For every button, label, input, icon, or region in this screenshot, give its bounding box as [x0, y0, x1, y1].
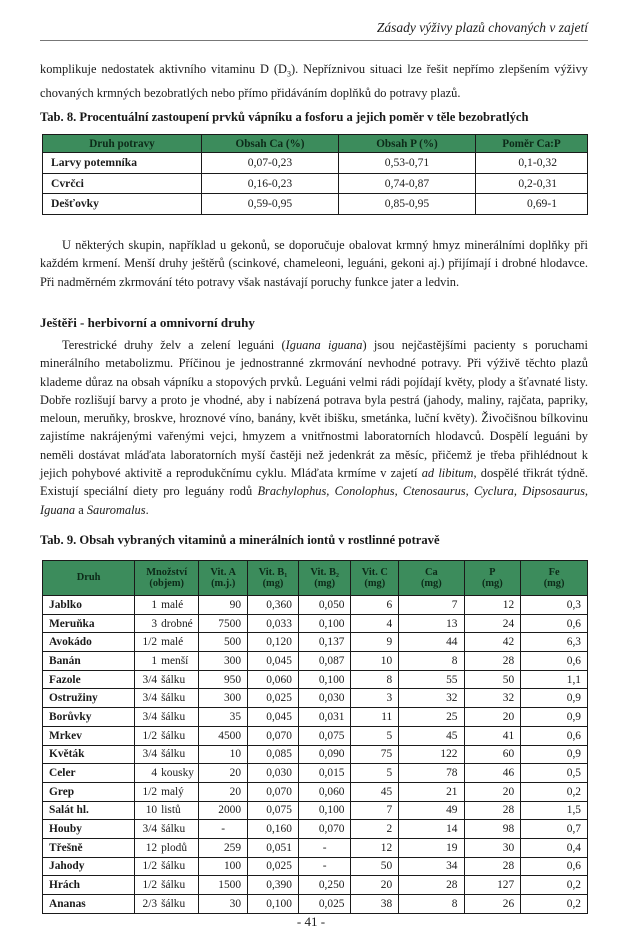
table9-header-line: Vit. B₁ [258, 566, 288, 578]
table9-header-line: Vit. B₂ [310, 566, 340, 578]
table9-quantity-cell [135, 876, 199, 895]
table9-cell: 78 [399, 764, 464, 783]
table9-cell: 19 [399, 838, 464, 857]
table9-cell: 0,075 [248, 801, 299, 820]
table9-cell: 5 [351, 764, 399, 783]
table8-caption: Tab. 8. Procentuální zastoupení prvků vápníku a fosforu a jejich poměr v těle bezobratlých [40, 110, 529, 124]
table9-row-label: Ostružiny [43, 689, 135, 708]
table9-cell: 3 [351, 689, 399, 708]
table9-header-cell [248, 561, 299, 596]
quantity-number: 2/3 [142, 897, 158, 910]
table9-cell: 0,060 [298, 782, 351, 801]
para3-text: . [145, 502, 149, 517]
table9-header-cell [351, 561, 399, 596]
table9-row [43, 782, 588, 801]
table9-cell: 20 [464, 782, 521, 801]
table9-row [43, 745, 588, 764]
table9-quantity-cell [135, 633, 199, 652]
table9-cell: 13 [399, 614, 464, 633]
table9-row [43, 708, 588, 727]
table9-row-label: Avokádo [43, 633, 135, 652]
table9-header-line: (mg) [364, 578, 386, 589]
table9-cell: 42 [464, 633, 521, 652]
table9-cell: 0,6 [521, 614, 588, 633]
table9-row [43, 801, 588, 820]
table9-cell: 46 [464, 764, 521, 783]
table9-row-label: Banán [43, 652, 135, 671]
table8-cell: 0,16-0,23 [202, 173, 339, 194]
table9-row-label: Ananas [43, 895, 135, 914]
quantity-unit: plodů [161, 841, 188, 854]
table9-cell: 0,5 [521, 764, 588, 783]
quantity-number: 1/2 [142, 729, 158, 742]
table9-header-cell [199, 561, 248, 596]
table9-header-line: P [489, 566, 496, 578]
table8-row [43, 153, 588, 174]
table9-cell: 10 [199, 745, 248, 764]
table9-cell: 32 [399, 689, 464, 708]
table9-cell: 20 [199, 764, 248, 783]
table9-cell: 28 [464, 652, 521, 671]
table9-cell: 1,1 [521, 670, 588, 689]
quantity-unit: šálku [161, 710, 186, 723]
table9-cell: 0,030 [298, 689, 351, 708]
quantity-unit: šálku [161, 860, 186, 873]
table9-row [43, 820, 588, 839]
intro-text-b: ). Nepříznivou situaci lze řešit nepřímo zlepšením výživy chovaných krmných bezobratlých nebo přímo přidáváním doplňků do potravy plazů. [40, 62, 589, 100]
table9-cell: 28 [464, 857, 521, 876]
table9-cell: 127 [464, 876, 521, 895]
table9-cell: 60 [464, 745, 521, 764]
table9-header-cell [464, 561, 521, 596]
quantity-number: 3/4 [142, 673, 158, 686]
quantity-number: 3/4 [142, 823, 158, 836]
quantity-number: 3/4 [142, 748, 158, 761]
quantity-number: 1 [151, 654, 158, 667]
table8-header-cell: Druh potravy [43, 135, 202, 153]
table9-cell: 0,100 [248, 895, 299, 914]
table9-cell: 5 [351, 726, 399, 745]
table9-row-label: Hrách [43, 876, 135, 895]
table9-cell: 7 [399, 596, 464, 615]
table9-cell: 0,4 [521, 838, 588, 857]
table9-cell: 2000 [199, 801, 248, 820]
table9-cell: 0,250 [298, 876, 351, 895]
table9-cell: 4500 [199, 726, 248, 745]
table9-cell: 0,6 [521, 652, 588, 671]
table9-row [43, 764, 588, 783]
table9-cell: 0,137 [298, 633, 351, 652]
table9-header-cell [521, 561, 588, 596]
quantity-number: 10 [145, 804, 158, 817]
table9-cell: 0,2 [521, 782, 588, 801]
quantity-unit: malý [161, 785, 184, 798]
table9-cell: 44 [399, 633, 464, 652]
table9-cell: 0,030 [248, 764, 299, 783]
table9-cell: 0,6 [521, 857, 588, 876]
table8-row [43, 173, 588, 194]
table9-cell: 259 [199, 838, 248, 857]
table9-body [43, 596, 588, 914]
para3-italic: Brachylophus, Conolophus, Ctenosaurus, Cyclura, Dipsosaurus, Iguana [40, 484, 588, 517]
para3-text: ) jsou nejčastějšími pacienty s poruchami minerálního metabolizmu. Příčinou je jednostranné zkrmování nevhodné potravy. Při výživě těchto plazů klademe důraz na obsah vápníku a stopových prvků. Leguáni velmi rádi pojídají květy, plody a šťavnaté listy. Dobře rozlišují barvy a proto je vhodné, aby i nabízená potrava byla pestrá (jahody, maliny, rajčata, papriky, meloun, meruňky, broskve, hroznové víno, banány, květ ibišku, smetánka, luční květy). Živočišnou bílkovinu zajistíme nakrájenými vařenými vejci, hmyzem a vnitřnostmi laboratorních hlodavců. Dospělí leguáni by neměli dostávat mláďata laboratorních myší častěji než jedenkrát za měsíc, přičemž je třeba přihlédnout k jejich pohybové aktivitě a reprodukčnímu cyklu. Mláďata krmíme v zajetí [40, 338, 588, 481]
table9-row-label: Borůvky [43, 708, 135, 727]
table9-cell: 0,360 [248, 596, 299, 615]
table9-cell: 24 [464, 614, 521, 633]
table9-header-cell [43, 561, 135, 596]
table9-cell: 0,9 [521, 745, 588, 764]
table9-cell: 20 [199, 782, 248, 801]
table9-cell: 950 [199, 670, 248, 689]
table9-cell: 0,9 [521, 708, 588, 727]
table9-cell: 0,160 [248, 820, 299, 839]
quantity-number: 1/2 [142, 860, 158, 873]
table9-cell: 14 [399, 820, 464, 839]
table9-cell: - [298, 838, 351, 857]
table9-cell: 0,070 [248, 726, 299, 745]
quantity-number: 3 [151, 617, 158, 630]
table9-cell: 0,100 [298, 801, 351, 820]
table9-row [43, 876, 588, 895]
header-rule [40, 40, 588, 41]
table9-cell: 20 [351, 876, 399, 895]
table8-cell: 0,69-1 [476, 194, 588, 215]
para3-italic: Sauromalus [86, 502, 146, 517]
quantity-number: 4 [151, 767, 158, 780]
table9-cell: 38 [351, 895, 399, 914]
table9 [42, 560, 588, 914]
table9-cell: 1500 [199, 876, 248, 895]
table9-cell: 500 [199, 633, 248, 652]
table9-cell: 0,070 [248, 782, 299, 801]
table8 [42, 134, 588, 215]
quantity-number: 12 [145, 841, 158, 854]
table9-cell: 0,070 [298, 820, 351, 839]
table9-row-label: Meruňka [43, 614, 135, 633]
table9-cell: 0,025 [248, 689, 299, 708]
quantity-unit: listů [161, 804, 181, 817]
para3-text: a [75, 502, 87, 517]
table9-row [43, 614, 588, 633]
table9-header-line: Fe [548, 566, 560, 578]
table9-cell: 8 [399, 895, 464, 914]
table9-cell: 0,3 [521, 596, 588, 615]
quantity-unit: šálku [161, 823, 186, 836]
table9-row-label: Jablko [43, 596, 135, 615]
table9-cell: 30 [464, 838, 521, 857]
table9-cell: 0,015 [298, 764, 351, 783]
table9-cell: 9 [351, 633, 399, 652]
table9-cell: 28 [399, 876, 464, 895]
table9-cell: 0,050 [298, 596, 351, 615]
paragraph-geckos: U některých skupin, například u gekonů, se doporučuje obalovat krmný hmyz minerálními doplňky při každém krmení. Menší druhy ještěrů (scinkové, chameleoni, leguáni, gekoni aj.) přijímají i drobné hlodavce. Při nadměrném zkrmování této potravy však nastávají poruchy funkce jater a ledvin. [40, 238, 588, 289]
quantity-unit: šálku [161, 897, 186, 910]
table9-cell: 0,025 [248, 857, 299, 876]
table9-cell: 0,085 [248, 745, 299, 764]
table9-cell: 300 [199, 652, 248, 671]
table9-quantity-cell [135, 689, 199, 708]
table8-row-label: Larvy potemníka [43, 153, 202, 174]
quantity-unit: šálku [161, 748, 186, 761]
table9-quantity-cell [135, 838, 199, 857]
intro-text-a: komplikuje nedostatek aktivního vitaminu D (D [40, 62, 287, 76]
table9-cell: 21 [399, 782, 464, 801]
table9-quantity-cell [135, 596, 199, 615]
table9-row [43, 652, 588, 671]
para3-text: Terestrické druhy želv a zelení leguáni ( [62, 338, 286, 352]
table9-cell: 8 [399, 652, 464, 671]
table9-row-label: Celer [43, 764, 135, 783]
quantity-number: 3/4 [142, 692, 158, 705]
table9-cell: 28 [464, 801, 521, 820]
table9-header-line: Vit. A [210, 566, 236, 578]
table9-cell: 0,090 [298, 745, 351, 764]
table9-quantity-cell [135, 764, 199, 783]
table9-cell: 0,100 [298, 670, 351, 689]
table9-cell: 0,025 [298, 895, 351, 914]
table9-row [43, 857, 588, 876]
table9-header-line: Druh [76, 572, 101, 584]
table9-cell: 2 [351, 820, 399, 839]
paragraph-iguanas [40, 336, 588, 519]
table9-cell: 0,2 [521, 876, 588, 895]
table9-cell: 1,5 [521, 801, 588, 820]
quantity-unit: drobné [161, 617, 193, 630]
table9-cell: 0,2 [521, 895, 588, 914]
table9-quantity-cell [135, 708, 199, 727]
table9-quantity-cell [135, 895, 199, 914]
quantity-unit: šálku [161, 879, 186, 892]
table9-header-line: (mg) [420, 578, 442, 589]
table9-header-line: (objem) [149, 578, 185, 589]
intro-paragraph [40, 60, 588, 102]
quantity-number: 3/4 [142, 710, 158, 723]
quantity-number: 1/2 [142, 636, 158, 649]
table9-cell: 0,9 [521, 689, 588, 708]
table8-cell: 0,2-0,31 [476, 173, 588, 194]
table9-cell: 75 [351, 745, 399, 764]
table9-cell: 8 [351, 670, 399, 689]
table9-row-label: Třešně [43, 838, 135, 857]
table9-cell: 55 [399, 670, 464, 689]
table9-cell: 20 [464, 708, 521, 727]
table8-row-label: Cvrčci [43, 173, 202, 194]
quantity-unit: malé [161, 636, 184, 649]
para3-italic: Iguana iguana [285, 338, 363, 352]
table9-cell: 25 [399, 708, 464, 727]
table9-cell: 35 [199, 708, 248, 727]
table9-cell: 50 [464, 670, 521, 689]
table9-row-label: Salát hl. [43, 801, 135, 820]
table8-cell: 0,07-0,23 [202, 153, 339, 174]
table9-cell: 90 [199, 596, 248, 615]
quantity-unit: šálku [161, 729, 186, 742]
table9-cell: 0,045 [248, 708, 299, 727]
table9-quantity-cell [135, 857, 199, 876]
table9-cell: 300 [199, 689, 248, 708]
quantity-unit: menší [161, 654, 189, 667]
table9-cell: - [199, 820, 248, 839]
table9-cell: 34 [399, 857, 464, 876]
table9-cell: 12 [464, 596, 521, 615]
table9-cell: 11 [351, 708, 399, 727]
table9-cell: 98 [464, 820, 521, 839]
table9-cell: 0,7 [521, 820, 588, 839]
table9-cell: 49 [399, 801, 464, 820]
table9-header-cell [298, 561, 351, 596]
intro-subscript: 3 [286, 69, 291, 79]
section-heading: Ještěři - herbivorní a omnivorní druhy [40, 315, 255, 330]
table9-row [43, 670, 588, 689]
table9-row-label: Fazole [43, 670, 135, 689]
table9-row [43, 596, 588, 615]
table9-cell: 4 [351, 614, 399, 633]
table8-body [43, 153, 588, 215]
table9-caption: Tab. 9. Obsah vybraných vitaminů a minerálních iontů v rostlinné potravě [40, 533, 440, 547]
table9-quantity-cell [135, 801, 199, 820]
quantity-unit: kousky [161, 767, 195, 780]
table9-quantity-cell [135, 820, 199, 839]
table9-header-line: (m.j.) [211, 578, 236, 589]
table9-quantity-cell [135, 614, 199, 633]
quantity-number: 1 [151, 598, 158, 611]
page-number: - 41 - [296, 914, 326, 929]
table9-cell: 0,390 [248, 876, 299, 895]
table9-header-cell [135, 561, 199, 596]
table9-cell: 45 [399, 726, 464, 745]
table9-header-line: (mg) [314, 578, 336, 589]
table9-quantity-cell [135, 782, 199, 801]
table8-row-label: Dešťovky [43, 194, 202, 215]
quantity-unit: malé [161, 598, 184, 611]
table9-cell: 0,120 [248, 633, 299, 652]
table9-header-cell [399, 561, 464, 596]
quantity-unit: šálku [161, 692, 186, 705]
table9-cell: 41 [464, 726, 521, 745]
table9-cell: 26 [464, 895, 521, 914]
quantity-number: 1/2 [142, 785, 158, 798]
table9-row-label: Houby [43, 820, 135, 839]
table9-cell: 0,051 [248, 838, 299, 857]
quantity-number: 1/2 [142, 879, 158, 892]
table9-row [43, 633, 588, 652]
table9-cell: 7 [351, 801, 399, 820]
table9-cell: 0,033 [248, 614, 299, 633]
table9-cell: 7500 [199, 614, 248, 633]
table9-header-line: (mg) [543, 578, 565, 589]
table8-cell: 0,1-0,32 [476, 153, 588, 174]
table9-cell: 32 [464, 689, 521, 708]
table9-cell: 6 [351, 596, 399, 615]
table9-row-label: Květák [43, 745, 135, 764]
table9-header-line: Množství [146, 566, 188, 578]
table9-cell: 122 [399, 745, 464, 764]
table8-header-cell: Obsah Ca (%) [202, 135, 339, 153]
table9-header-line: (mg) [481, 578, 503, 589]
table9-cell: 0,6 [521, 726, 588, 745]
table9-row-label: Jahody [43, 857, 135, 876]
table8-row [43, 194, 588, 215]
table9-header-row [43, 561, 588, 596]
table9-row [43, 838, 588, 857]
table9-row-label: Mrkev [43, 726, 135, 745]
table9-cell: - [298, 857, 351, 876]
table9-cell: 0,031 [298, 708, 351, 727]
table9-cell: 0,075 [298, 726, 351, 745]
table9-row-label: Grep [43, 782, 135, 801]
running-head: Zásady výživy plazů chovaných v zajetí [376, 20, 588, 35]
table9-header-line: Vit. C [361, 566, 388, 578]
table9-header-line: Ca [424, 566, 438, 578]
table9-cell: 6,3 [521, 633, 588, 652]
para3-text: , dospělé třikrát týdně. Existují speciální diety pro leguány rodů [40, 466, 588, 499]
table8-cell: 0,59-0,95 [202, 194, 339, 215]
table9-cell: 45 [351, 782, 399, 801]
table9-cell: 0,100 [298, 614, 351, 633]
table9-cell: 30 [199, 895, 248, 914]
table8-header-cell: Obsah P (%) [339, 135, 476, 153]
table9-quantity-cell [135, 652, 199, 671]
table8-header-row [43, 135, 588, 153]
table8-cell: 0,74-0,87 [339, 173, 476, 194]
table9-cell: 50 [351, 857, 399, 876]
para3-italic: ad libitum [421, 466, 474, 481]
quantity-unit: šálku [161, 673, 186, 686]
table9-header-line: (mg) [262, 578, 284, 589]
table9-cell: 0,087 [298, 652, 351, 671]
table9-cell: 12 [351, 838, 399, 857]
table9-quantity-cell [135, 745, 199, 764]
table9-cell: 0,045 [248, 652, 299, 671]
table9-quantity-cell [135, 726, 199, 745]
table9-cell: 0,060 [248, 670, 299, 689]
table8-cell: 0,53-0,71 [339, 153, 476, 174]
table9-row [43, 895, 588, 914]
table9-cell: 10 [351, 652, 399, 671]
table8-header-cell: Poměr Ca:P [476, 135, 588, 153]
table8-cell: 0,85-0,95 [339, 194, 476, 215]
table9-row [43, 726, 588, 745]
table9-row [43, 689, 588, 708]
table9-quantity-cell [135, 670, 199, 689]
table9-cell: 100 [199, 857, 248, 876]
